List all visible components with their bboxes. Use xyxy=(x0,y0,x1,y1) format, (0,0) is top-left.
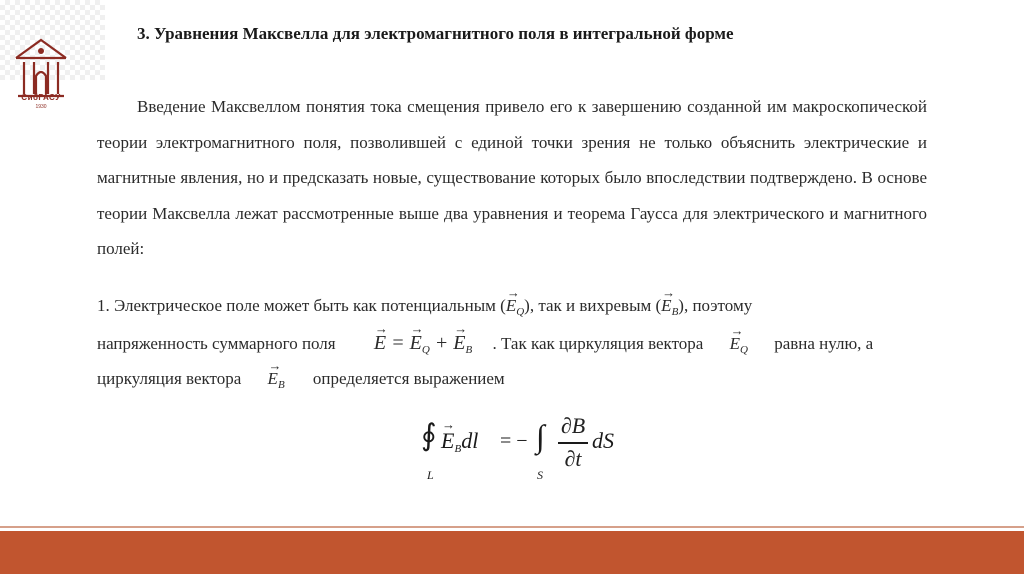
fraction-bar xyxy=(558,442,588,444)
footer-bar xyxy=(0,531,1024,574)
logo-subtitle: 1930 xyxy=(35,104,47,110)
sum-field-equation: → E = → $E_Q$ + → $E_B$ xyxy=(374,332,472,354)
symbol-E-B: → $E_B$ xyxy=(661,296,678,315)
point1-text-b: ), так и вихревым ( xyxy=(524,296,662,315)
surface-integral-sign: ∫ xyxy=(536,418,545,454)
contour-L-label: L xyxy=(427,468,434,482)
point1-line1 xyxy=(97,296,752,318)
point1-text-g: циркуляция вектора xyxy=(97,369,242,388)
symbol-E-B-2: → $E_B$ xyxy=(268,369,285,388)
contour-integral-sign: ∮ xyxy=(421,419,437,452)
point1-text-d: напряженность суммарного поля xyxy=(97,334,336,353)
point1-text-e: . Так как циркуляция вектора xyxy=(492,334,704,353)
point1-text-a: 1. Электрическое поле может быть как потенциальным ( xyxy=(97,296,506,315)
logo-name: СибГАСУ xyxy=(21,93,61,102)
surface-S-label: S xyxy=(537,468,543,482)
maxwell-integrand: → $E_Bdl$ xyxy=(441,428,478,455)
dS-term: dS xyxy=(592,428,614,453)
point1-line3 xyxy=(97,369,505,391)
symbol-E-Q-2: → $E_Q$ xyxy=(730,334,748,353)
fraction-numerator: ∂B xyxy=(560,413,586,438)
page-title: 3. Уравнения Максвелла для электромагнитного поля в интегральной форме xyxy=(137,24,734,43)
symbol-E-Q: → $E_Q$ xyxy=(506,296,524,315)
point1-text-f: равна нулю, а xyxy=(774,334,874,353)
partial-fraction xyxy=(558,412,588,472)
point1-text-c: ), поэтому xyxy=(678,296,753,315)
intro-paragraph: Введение Максвеллом понятия тока смещения привело его к завершению созданной им макроскопической теории электромагнитного поля, позволившей с единой точки зрения не только объяснить электрические и магнитные явления, но и предсказать новые, существование которых было впоследствии подтверждено. В основе теории Максвелла лежат рассмотренные выше два уравнения и теорема Гаусса для электрического и магнитного полей: xyxy=(97,97,927,258)
point1-text-h: определяется выражением xyxy=(312,369,505,388)
footer-divider xyxy=(0,526,1024,528)
fraction-denominator: ∂t xyxy=(564,445,582,471)
point1-line2 xyxy=(97,332,873,356)
equals-minus: = − xyxy=(500,430,528,452)
